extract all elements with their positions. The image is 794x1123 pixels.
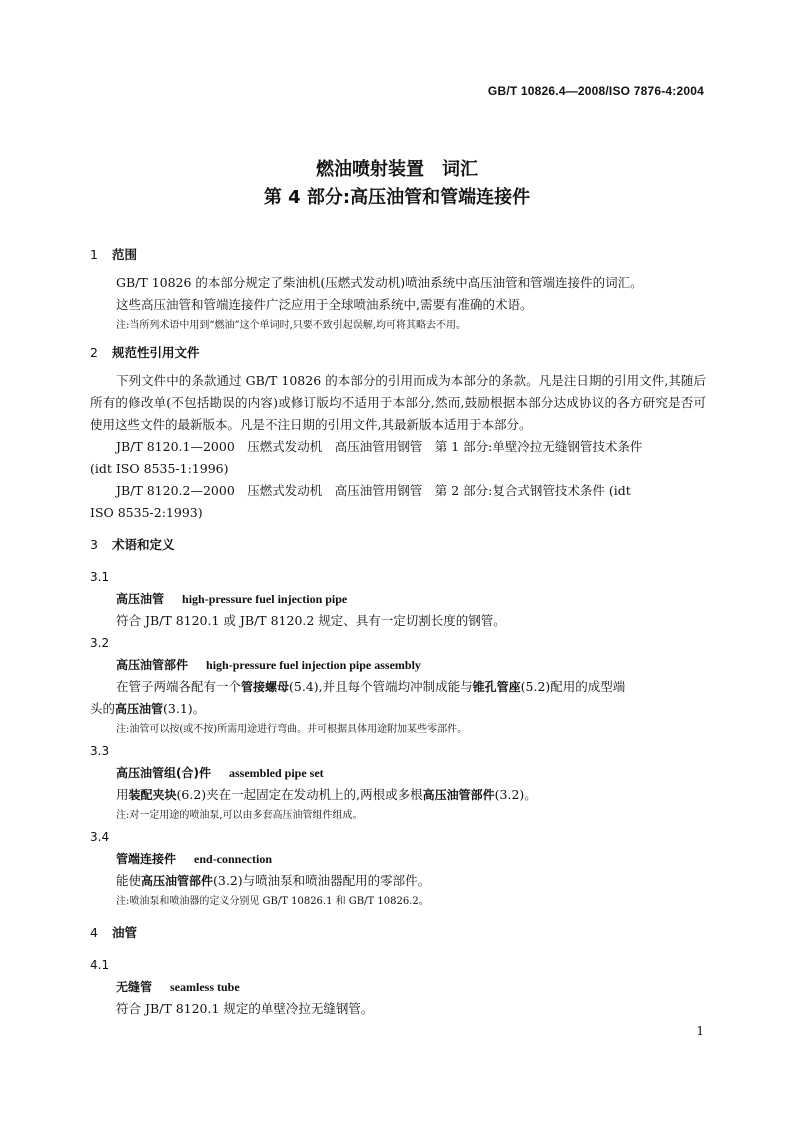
page-number: 1 xyxy=(696,1024,704,1038)
definition-text: (3.1)。 xyxy=(163,701,206,716)
term-3-2-note: 注:油管可以按(或不按)所需用途进行弯曲。并可根据具体用途附加某些零部件。 xyxy=(116,724,468,735)
definition-text: 能使 xyxy=(116,873,142,888)
term-3-2 xyxy=(90,654,706,676)
term-english: seamless tube xyxy=(170,980,240,994)
term-number-3-3: 3.3 xyxy=(90,744,110,758)
term-3-2-definition-line-1 xyxy=(90,676,706,698)
section-2-heading xyxy=(90,342,706,364)
definition-text: 在管子两端各配有一个 xyxy=(116,679,242,694)
term-chinese: 管端连接件 xyxy=(116,852,177,866)
term-chinese: 高压油管 xyxy=(116,592,165,606)
section-number: 3 xyxy=(90,537,98,552)
section-3-heading xyxy=(90,534,706,556)
term-chinese: 无缝管 xyxy=(116,980,153,994)
normative-references-paragraph: 下列文件中的条款通过 GB/T 10826 的本部分的引用而成为本部分的条款。凡是注日期的引用文件,其随后所有的修改单(不包括勘误的内容)或修订版均不适用于本部分,然而,鼓励根据本部分达成协议的各方研究是否可使用这些文件的最新版本。凡是不注日期的引用文件,其最新版本适用于本部分。 xyxy=(90,373,706,432)
term-number-3-1: 3.1 xyxy=(90,570,110,584)
scope-paragraph-1: GB/T 10826 的本部分规定了柴油机(压燃式发动机)喷油系统中高压油管和管端连接件的词汇。 xyxy=(116,275,643,290)
term-english: end-connection xyxy=(194,852,273,866)
document-title-line2: 第 4 部分:高压油管和管端连接件 xyxy=(263,187,531,208)
definition-text: (5.4),并且每个管端均冲制成能与 xyxy=(289,679,473,694)
term-3-4 xyxy=(90,848,706,870)
term-3-3 xyxy=(90,762,706,784)
term-english: high-pressure fuel injection pipe xyxy=(182,592,348,606)
definition-text: 用 xyxy=(116,787,129,802)
reference-1-line-1: JB/T 8120.1—2000 压燃式发动机 高压油管用钢管 第 1 部分:单壁冷拉无缝钢管技术条件 xyxy=(116,439,643,454)
term-3-4-definition xyxy=(90,870,706,892)
term-chinese: 高压油管组(合)件 xyxy=(116,766,211,780)
section-1-heading xyxy=(90,244,706,266)
definition-text: (6.2)夹在一起固定在发动机上的,两根或多根 xyxy=(176,787,423,802)
term-english: high-pressure fuel injection pipe assembly xyxy=(206,658,421,672)
standard-number: GB/T 10826.4—2008/ISO 7876-4:2004 xyxy=(487,84,704,98)
term-number-3-2: 3.2 xyxy=(90,636,110,650)
definition-text: (3.2)与喷油泵和喷油器配用的零部件。 xyxy=(213,873,431,888)
term-reference: 高压油管 xyxy=(115,702,164,716)
term-reference: 锥孔管座 xyxy=(472,680,521,694)
term-number-4-1: 4.1 xyxy=(90,958,110,972)
definition-text: (3.2)。 xyxy=(494,787,537,802)
definition-text: 头的 xyxy=(90,701,116,716)
term-4-1 xyxy=(90,976,706,998)
term-3-2-definition-line-2 xyxy=(90,698,706,720)
term-reference: 高压油管部件 xyxy=(141,874,214,888)
scope-note: 注:当所列术语中用到“燃油”这个单词时,只要不致引起误解,均可将其略去不用。 xyxy=(116,320,466,331)
reference-1-line-2: (idt ISO 8535-1:1996) xyxy=(90,461,229,476)
reference-2-line-2: ISO 8535-2:1993) xyxy=(90,505,203,520)
document-body xyxy=(90,244,706,1020)
term-chinese: 高压油管部件 xyxy=(116,658,189,672)
section-title: 规范性引用文件 xyxy=(111,345,200,360)
term-reference: 管接螺母 xyxy=(241,680,290,694)
term-3-1 xyxy=(90,588,706,610)
term-number-3-4: 3.4 xyxy=(90,830,110,844)
term-3-4-note: 注:喷油泵和喷油器的定义分别见 GB/T 10826.1 和 GB/T 10826.2。 xyxy=(116,896,429,907)
definition-text: (5.2)配用的成型端 xyxy=(520,679,626,694)
section-number: 1 xyxy=(90,247,98,262)
term-reference: 高压油管部件 xyxy=(422,788,495,802)
section-number: 4 xyxy=(90,925,98,940)
term-3-1-definition: 符合 JB/T 8120.1 或 JB/T 8120.2 规定、具有一定切割长度的钢管。 xyxy=(116,613,506,628)
section-title: 术语和定义 xyxy=(111,537,175,552)
reference-2-line-1: JB/T 8120.2—2000 压燃式发动机 高压油管用钢管 第 2 部分:复合式钢管技术条件 (idt xyxy=(116,483,631,498)
term-3-3-note: 注:对一定用途的喷油泵,可以由多套高压油管组件组成。 xyxy=(116,810,363,821)
document-title-line1: 燃油喷射装置 词汇 xyxy=(316,159,478,180)
term-4-1-definition: 符合 JB/T 8120.1 规定的单壁冷拉无缝钢管。 xyxy=(116,1001,374,1016)
section-4-heading xyxy=(90,922,706,944)
section-title: 油管 xyxy=(111,925,137,940)
section-number: 2 xyxy=(90,345,98,360)
section-title: 范围 xyxy=(111,247,137,262)
scope-paragraph-2: 这些高压油管和管端连接件广泛应用于全球喷油系统中,需要有准确的术语。 xyxy=(116,297,533,312)
term-english: assembled pipe set xyxy=(228,766,324,780)
term-3-3-definition xyxy=(90,784,706,806)
term-reference: 装配夹块 xyxy=(128,788,177,802)
